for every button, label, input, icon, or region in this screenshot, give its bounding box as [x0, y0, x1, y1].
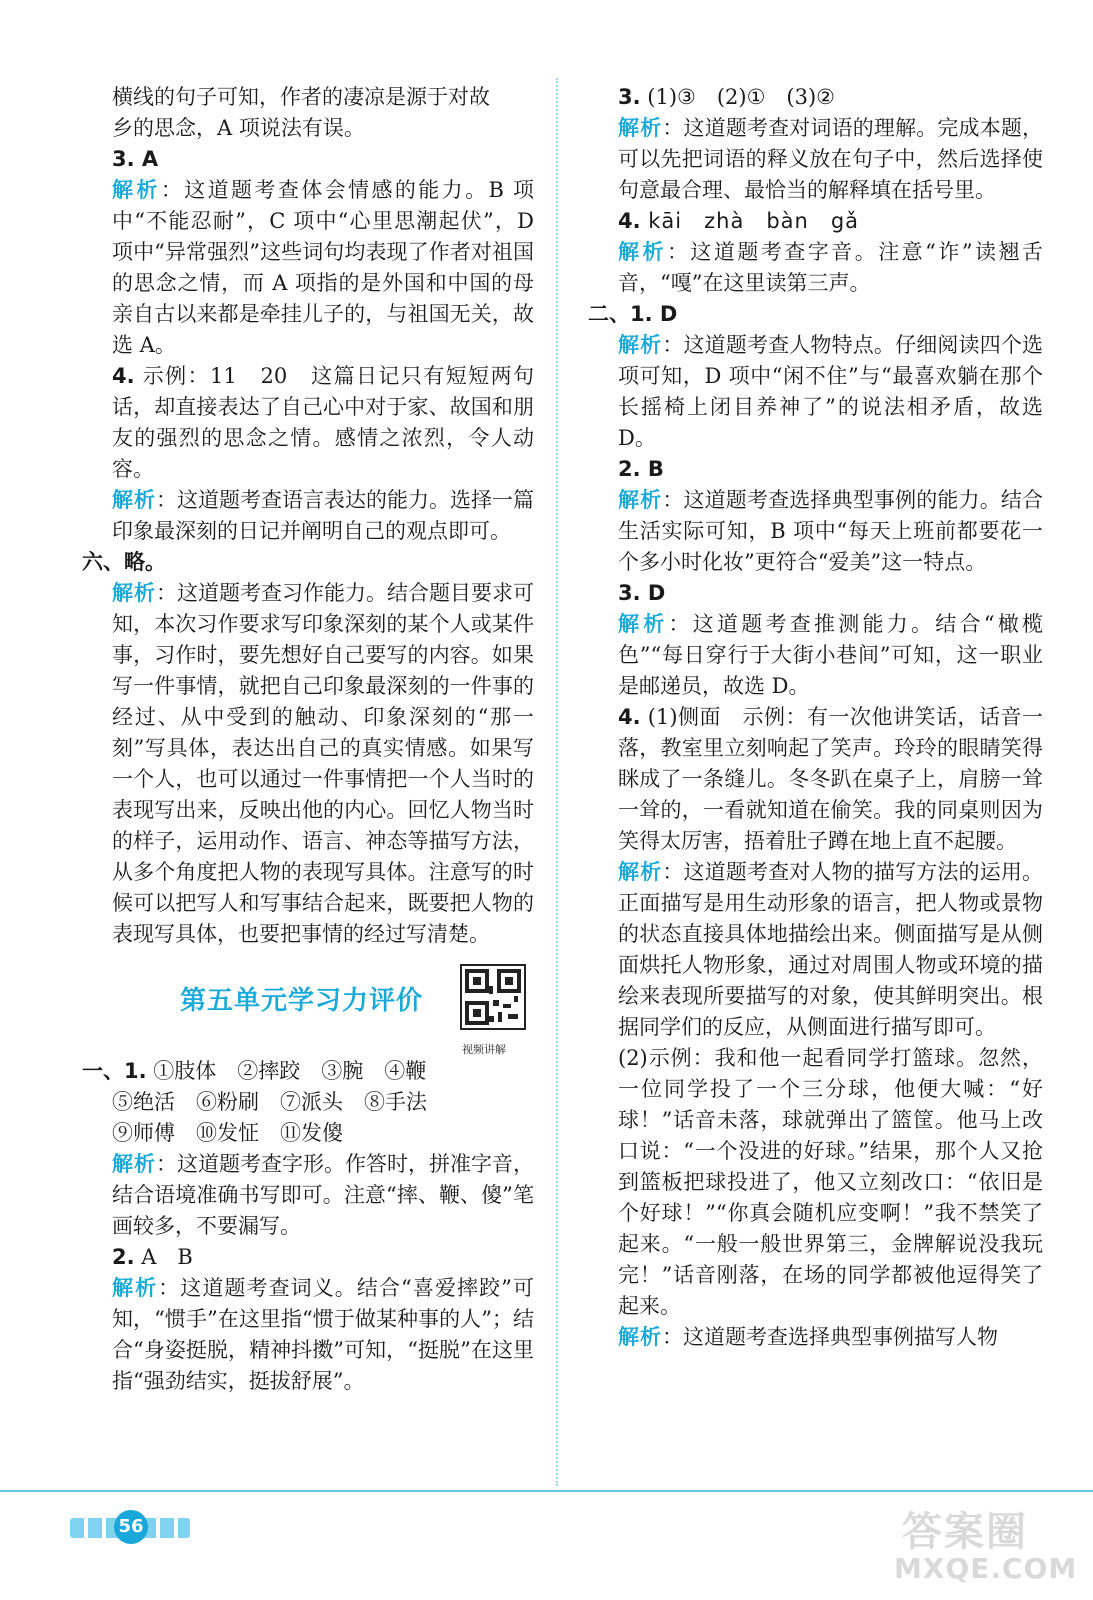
- text-line: 乡的思念，A 项说法有误。: [112, 116, 365, 140]
- analysis-text: ：这道题考查习作能力。结合题目要求可知，本次习作要求写印象深刻的某个人或某件事，习作时，要先想好自己要写的内容。如果写一件事情，就把自己印象最深刻的一件事的经过、从中受到的触动、印象深刻的“那一刻”写具体，表达出自己的真实情感。如果写一个人，也可以通过一件事情把一个人当时的表现写出来，反映出他的内心。回忆人物当时的样子，运用动作、语言、神态等描写方法，从多个角度把人物的表现写具体。注意写的时候可以把写人和写事结合起来，既要把人物的表现写具体，也要把事情的经过写清楚。: [112, 581, 534, 946]
- analysis-text: ：这道题考查字音。注意“诈”读翘舌音，“嘎”在这里读第三声。: [618, 240, 1043, 295]
- page-number-badge: [70, 1510, 190, 1544]
- footer-rule: [0, 1490, 1093, 1492]
- answer-continuation: [82, 1087, 534, 1149]
- analysis-item: [588, 857, 1043, 1043]
- analysis-label: 解析: [618, 1325, 662, 1349]
- answer-text: (1)侧面 示例：有一次他讲笑话，话音一落，教室里立刻响起了笑声。玲玲的眼睛笑得眯成了一条缝儿。冬冬趴在桌子上，肩膀一耸一耸的，一看就知道在偷笑。我的同桌则因为笑得太厉害，捂着肚子蹲在地上直不起腰。: [618, 705, 1043, 853]
- analysis-label: 解析: [618, 860, 663, 884]
- answer-item: [588, 299, 1043, 330]
- analysis-item: [588, 485, 1043, 578]
- question-number: 1.: [630, 302, 653, 326]
- answer-item: [82, 361, 534, 485]
- section-heading: [82, 547, 534, 578]
- paragraph: [82, 82, 534, 144]
- section-number: 二、: [588, 302, 630, 326]
- analysis-text: ：这道题考查推测能力。结合“橄榄色”“每日穿行于大街小巷间”可知，这一职业是邮递员，故选 D。: [618, 612, 1043, 698]
- answer-text: D: [652, 302, 678, 326]
- watermark: [890, 1500, 1078, 1590]
- answer-item: [82, 1242, 534, 1273]
- answer-item: [588, 82, 1043, 113]
- analysis-item: [588, 609, 1043, 702]
- unit-title-block: [82, 964, 534, 1056]
- question-number: 4.: [618, 705, 641, 729]
- watermark-text: 答案圈: [902, 1509, 1028, 1555]
- analysis-label: 解析: [618, 612, 669, 636]
- analysis-item: [82, 1273, 534, 1397]
- section-number: 一、: [82, 1059, 124, 1083]
- answer-continuation: [588, 1043, 1043, 1322]
- analysis-item: [588, 237, 1043, 299]
- pinyin-answer: kāi zhà bàn gǎ: [640, 209, 860, 233]
- question-number: 2.: [112, 1245, 135, 1269]
- answer-item: [588, 206, 1043, 237]
- answer-item: [588, 578, 1043, 609]
- analysis-item: [588, 330, 1043, 454]
- answer-text: ①肢体 ②摔跤 ③腕 ④鞭: [146, 1059, 427, 1083]
- qr-code-label: 视频讲解: [462, 1043, 506, 1056]
- analysis-label: 解析: [618, 116, 663, 140]
- analysis-item: [588, 113, 1043, 206]
- analysis-item: [588, 1322, 1043, 1353]
- analysis-label: 解析: [112, 581, 156, 605]
- analysis-item: [82, 1149, 534, 1242]
- answer-item: [588, 454, 1043, 485]
- question-number: 3.: [618, 85, 641, 109]
- unit-title: 第五单元学习力评价: [180, 986, 424, 1016]
- analysis-item: [82, 578, 534, 950]
- analysis-label: 解析: [112, 1276, 159, 1300]
- answer-text: ⑤绝活 ⑥粉刷 ⑦派头 ⑧手法: [112, 1090, 427, 1114]
- answer-text: (2)示例：我和他一起看同学打篮球。忽然，一位同学投了一个三分球，他便大喊：“好球！”话音未落，球就弹出了篮筐。他马上改口说：“一个没进的好球。”结果，那个人又抢到篮板把球投进了，他又立刻改口：“依旧是个好球！”“你真会随机应变啊！”我不禁笑了起来。“一般一般世界第三，金牌解说没我玩完！”话音刚落，在场的同学都被他逗得笑了起来。: [618, 1046, 1043, 1318]
- watermark-url: MXQE.COM: [894, 1552, 1078, 1585]
- section-six-text: 六、略。: [82, 550, 166, 574]
- right-column: [588, 82, 1043, 1353]
- analysis-item: [82, 485, 534, 547]
- question-number: 4.: [618, 209, 641, 233]
- answer-text: 示例：11 20 这篇日记只有短短两句话，却直接表达了自己心中对于家、故国和朋友的强烈的思念之情。感情之浓烈，令人动容。: [112, 364, 534, 481]
- analysis-text: ：这道题考查选择典型事例的能力。结合生活实际可知，B 项中“每天上班前都要花一个多小时化妆”更符合“爱美”这一特点。: [618, 488, 1044, 574]
- analysis-text: ：这道题考查人物特点。仔细阅读四个选项可知，D 项中“闲不住”与“最喜欢躺在那个长摇椅上闭目养神了”的说法相矛盾，故选 D。: [618, 333, 1044, 450]
- analysis-text: ：这道题考查体会情感的能力。B 项中“不能忍耐”，C 项中“心里思潮起伏”，D 项中“异常强烈”这些词句均表现了作者对祖国的思念之情，而 A 项指的是外国和中国的母亲自古以来都是牵挂儿子的，与祖国无关，故选 A。: [112, 178, 534, 357]
- analysis-item: [82, 175, 534, 361]
- question-number: 4.: [112, 364, 135, 388]
- analysis-label: 解析: [112, 488, 156, 512]
- question-number: 3.: [112, 147, 135, 171]
- analysis-label: 解析: [618, 240, 667, 264]
- question-number: 3.: [618, 581, 641, 605]
- analysis-label: 解析: [112, 1152, 156, 1176]
- answer-item: [588, 702, 1043, 857]
- answer-item: [82, 144, 534, 175]
- answer-text: A B: [134, 1245, 193, 1269]
- analysis-text: ：这道题考查选择典型事例描写人物: [662, 1325, 998, 1349]
- analysis-text: ：这道题考查字形。作答时，拼准字音，结合语境准确书写即可。注意“摔、鞭、傻”笔画较多，不要漏写。: [112, 1152, 534, 1238]
- answer-text: B: [640, 457, 664, 481]
- question-number: 1.: [124, 1059, 147, 1083]
- page-number: 56: [114, 1510, 148, 1544]
- analysis-text: ：这道题考查词义。结合“喜爱摔跤”可知，“惯手”在这里指“惯于做某种事的人”；结合“身姿挺脱，精神抖擞”可知，“挺脱”在这里指“强劲结实，挺拔舒展”。: [112, 1276, 534, 1393]
- question-number: 2.: [618, 457, 641, 481]
- answer-text: ⑨师傅 ⑩发怔 ⑪发傻: [112, 1121, 343, 1145]
- answer-text: A: [134, 147, 159, 171]
- qr-code-icon[interactable]: [460, 964, 526, 1030]
- analysis-label: 解析: [112, 178, 161, 202]
- answer-text: (1)③ (2)① (3)②: [640, 85, 835, 109]
- answer-text: D: [640, 581, 666, 605]
- column-divider: [556, 78, 558, 1486]
- analysis-label: 解析: [618, 488, 663, 512]
- left-column: [82, 82, 534, 1397]
- analysis-text: ：这道题考查对人物的描写方法的运用。正面描写是用生动形象的语言，把人物或景物的状态直接具体地描绘出来。侧面描写是从侧面烘托人物形象，通过对周围人物或环境的描绘来表现所要描写的对象，使其鲜明突出。根据同学们的反应，从侧面进行描写即可。: [618, 860, 1044, 1039]
- analysis-label: 解析: [618, 333, 663, 357]
- analysis-text: ：这道题考查对词语的理解。完成本题，可以先把词语的释义放在句子中，然后选择使句意最合理、最恰当的解释填在括号里。: [618, 116, 1044, 202]
- analysis-text: ：这道题考查语言表达的能力。选择一篇印象最深刻的日记并阐明自己的观点即可。: [112, 488, 534, 543]
- text-line: 横线的句子可知，作者的凄凉是源于对故: [112, 85, 490, 109]
